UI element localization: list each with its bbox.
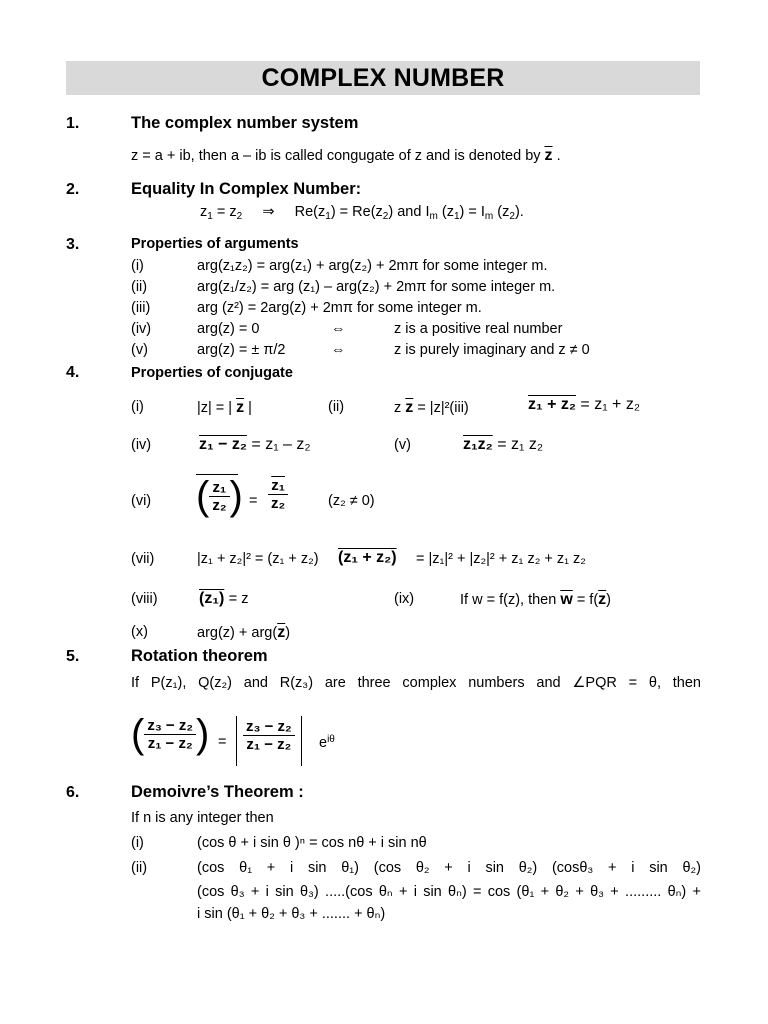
section-1-number: 1. [66, 115, 80, 132]
section-6-number: 6. [66, 784, 80, 801]
conj-item-vi-rhs: $\frac{\text{z₁}}{\text{z₂}}$ [268, 477, 288, 512]
conj-item-iii: z₁ + z₂ = z₁ + z₂ [528, 396, 641, 413]
equality-formula: $z_1 = z_2$ ⇒ $Re(z_1) = Re(z_2)$ and $I_m$ $(z_1) = I_m$ $(z_2)$. [200, 204, 524, 222]
section-2-heading: Equality In Complex Number: [131, 180, 362, 198]
conj-item-label: (ix) [394, 591, 415, 607]
arg-item-text: arg(z) = ± π/2 [197, 342, 286, 358]
arg-item-label: (iii) [131, 300, 151, 316]
conj-item-vi-condition: (z₂ ≠ 0) [328, 493, 375, 509]
iff-symbol: ⇔ [331, 342, 346, 358]
iff-symbol: ⇔ [331, 321, 346, 337]
section-5-number: 5. [66, 648, 80, 665]
section-3-heading: Properties of arguments [131, 236, 299, 252]
z-conjugate: $\overline{z}$ [544, 147, 553, 164]
demoivre-item-ii-line1: (cos θ₁ + i sin θ₁) (cos θ₂ + i sin θ₂) (cosθ₃ + i sin θ₂) [197, 860, 701, 876]
demoivre-item-i: (cos θ + i sin θ )ⁿ = cos nθ + i sin nθ [197, 835, 427, 851]
rotation-exponential: $e^{i\theta}$ [319, 734, 335, 751]
conj-item-label: (iv) [131, 437, 152, 453]
title-bar [66, 61, 700, 95]
section-2-number: 2. [66, 181, 80, 198]
page-title: COMPLEX NUMBER [261, 64, 505, 92]
conj-item-label: (viii) [131, 591, 158, 607]
conj-item-label: (i) [131, 399, 144, 415]
section-6-intro: If n is any integer then [131, 810, 274, 826]
section-4-heading: Properties of conjugate [131, 365, 293, 381]
conj-item-vi-lhs: ( $\frac{\text{z₁}}{\text{z₂}}$ ) [196, 474, 243, 518]
section-3-number: 3. [66, 236, 80, 253]
section-5-text: If P(z₁), Q(z₂) and R(z₃) are three complex numbers and ∠PQR = θ, then [131, 675, 701, 691]
arg-item-text: arg(z) = 0 [197, 321, 260, 337]
arg-item-text: arg(z₁/z₂) = arg (z₁) – arg(z₂) + 2mπ for some integer m. [197, 279, 556, 295]
section-1-text: z = a + ib, then a – ib is called congugate of z and is denoted by $\overline{z}$ . [131, 147, 561, 164]
section-4-number: 4. [66, 364, 80, 381]
arg-item-label: (v) [131, 342, 148, 358]
conj-item-ix: If w = f(z), then $\overline{w} = f(\overline{z})$ [460, 591, 612, 608]
conj-item-label: (v) [394, 437, 411, 453]
conj-item-viii: (z₁) = z [199, 590, 249, 607]
demoivre-item-ii-line3: i sin (θ₁ + θ₂ + θ₃ + ....... + θₙ) [197, 906, 386, 922]
arg-item-rhs: z is purely imaginary and z ≠ 0 [394, 342, 590, 358]
section-1-heading: The complex number system [131, 114, 359, 132]
demoivre-item-label: (ii) [131, 860, 148, 876]
arg-item-rhs: z is a positive real number [394, 321, 563, 337]
arg-item-label: (i) [131, 258, 144, 274]
conj-item-vii-bar: (z₁ + z₂) [338, 549, 397, 566]
section-5-heading: Rotation theorem [131, 647, 268, 665]
demoivre-item-ii-line2: (cos θ₃ + i sin θ₃) .....(cos θₙ + i sin θₙ) = cos (θ₁ + θ₂ + θ₃ + ......... θₙ) + [197, 884, 701, 900]
conj-item-vii-lhs: |z₁ + z₂|² = (z₁ + z₂) [197, 551, 319, 567]
conj-item-v: z₁z₂ = z₁ z₂ [463, 436, 544, 453]
conj-item-ii: z $\overline{z} = |z|^2(iii)$ [394, 399, 469, 416]
arg-item-text: arg (z²) = 2arg(z) + 2mπ for some integer m. [197, 300, 482, 316]
conj-item-iv: z₁ − z₂ = z₁ – z₂ [199, 436, 311, 453]
conj-item-label: (ii) [328, 399, 345, 415]
rotation-formula-lhs: ( $\frac{\text{z₃ − z₂}}{\text{z₁ − z₂}}$ ) [131, 712, 210, 756]
rotation-formula-modulus: $\frac{\text{z₃ − z₂}}{\text{z₁ − z₂}}$ [236, 716, 302, 766]
arg-item-label: (iv) [131, 321, 152, 337]
conj-item-vii-rhs: = |z₁|² + |z₂|² + z₁ z₂ + z₁ z₂ [416, 551, 586, 567]
conj-item-i: |z| = | $\overline{z}$ | [197, 399, 252, 416]
equals-sign: = [218, 734, 227, 750]
implies-symbol: ⇒ [262, 204, 275, 220]
conj-item-x: $arg(z) + arg(\overline{z})$ [197, 624, 291, 641]
demoivre-item-label: (i) [131, 835, 144, 851]
conj-item-label: (vi) [131, 493, 152, 509]
arg-item-text: arg(z₁z₂) = arg(z₁) + arg(z₂) + 2mπ for some integer m. [197, 258, 548, 274]
conj-item-label: (x) [131, 624, 148, 640]
section-6-heading: Demoivre’s Theorem : [131, 783, 304, 801]
equals-sign: = [249, 493, 258, 509]
arg-item-label: (ii) [131, 279, 148, 295]
conj-item-label: (vii) [131, 551, 155, 567]
